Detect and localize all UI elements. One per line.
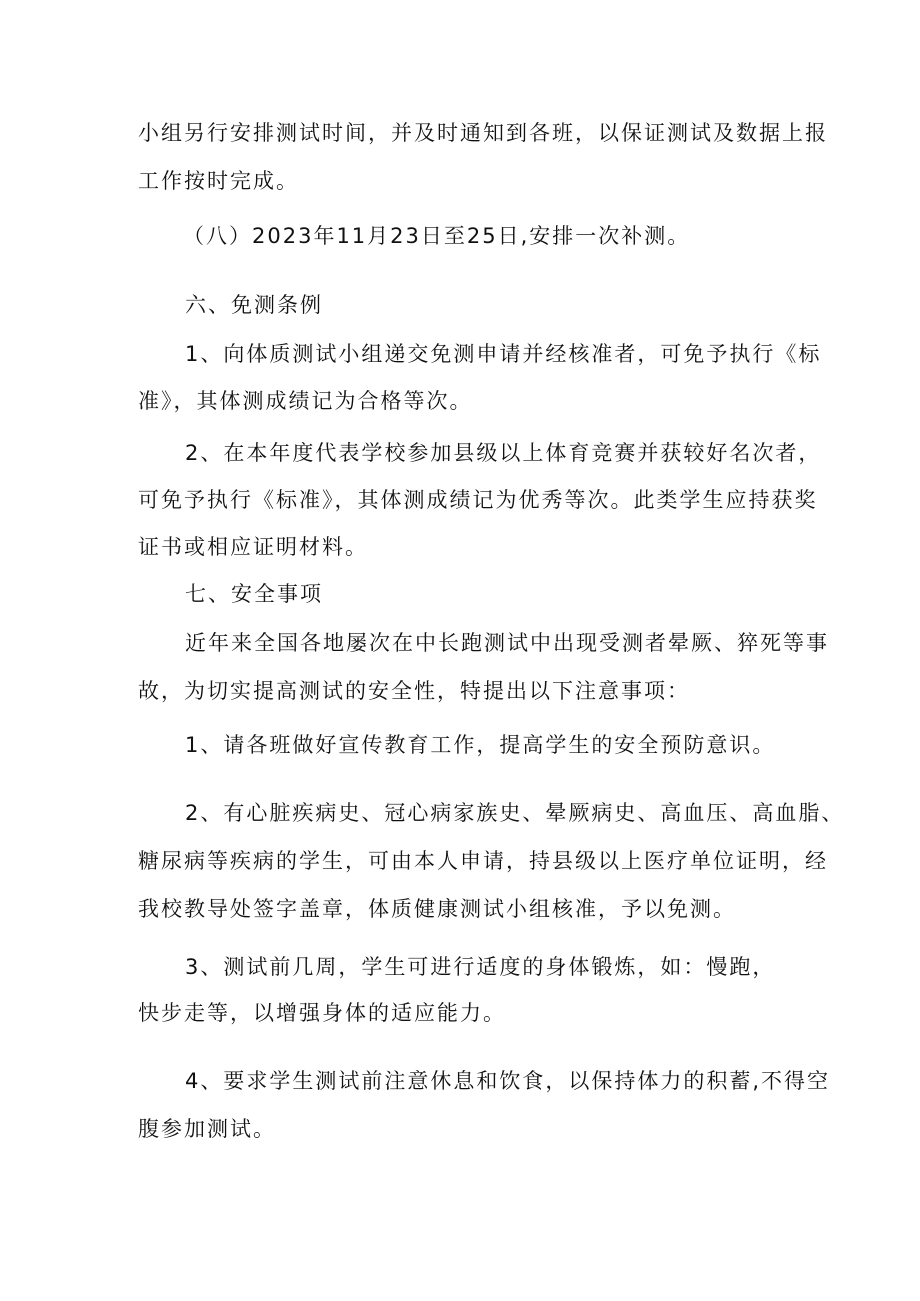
paragraph-line: 可免予执行《标准》，其体测成绩记为优秀等次。此类学生应持获奖 (138, 488, 818, 512)
section-heading: 七、安全事项 (185, 582, 323, 606)
paragraph-line: 工作按时完成。 (138, 169, 299, 193)
paragraph-line: 证书或相应证明材料。 (138, 535, 368, 559)
paragraph-line: 2、在本年度代表学校参加县级以上体育竞赛并获较好名次者， (185, 441, 822, 465)
paragraph-line: 快步走等，以增强身体的适应能力。 (138, 1001, 506, 1025)
paragraph-line: 近年来全国各地屡次在中长跑测试中出现受测者晕厥、猝死等事 (185, 631, 829, 655)
paragraph-line: 2、有心脏疾病史、冠心病家族史、晕厥病史、高血压、高血脂、 (185, 801, 845, 825)
section-heading: 六、免测条例 (185, 293, 323, 317)
paragraph-line: 1、请各班做好宣传教育工作，提高学生的安全预防意识。 (185, 733, 776, 757)
paragraph-line: 我校教导处签字盖章，体质健康测试小组核准，予以免测。 (138, 897, 736, 921)
paragraph-line: 1、向体质测试小组递交免测申请并经核准者，可免予执行《标 (185, 342, 822, 366)
paragraph-line: 腹参加测试。 (138, 1117, 276, 1141)
paragraph-line: 3、测试前几周，学生可进行适度的身体锻炼，如：慢跑， (185, 955, 776, 979)
paragraph-line: 故，为切实提高测试的安全性，特提出以下注意事项： (138, 679, 690, 703)
paragraph-line: （八）2023年11月23日至25日,安排一次补测。 (183, 224, 691, 248)
paragraph-line: 糖尿病等疾病的学生，可由本人申请，持县级以上医疗单位证明，经 (138, 849, 828, 873)
paragraph-line: 小组另行安排测试时间，并及时通知到各班，以保证测试及数据上报 (138, 121, 828, 145)
paragraph-line: 准》，其体测成绩记为合格等次。 (138, 389, 473, 413)
paragraph-line: 4、要求学生测试前注意休息和饮食，以保持体力的积蓄,不得空 (185, 1069, 831, 1093)
